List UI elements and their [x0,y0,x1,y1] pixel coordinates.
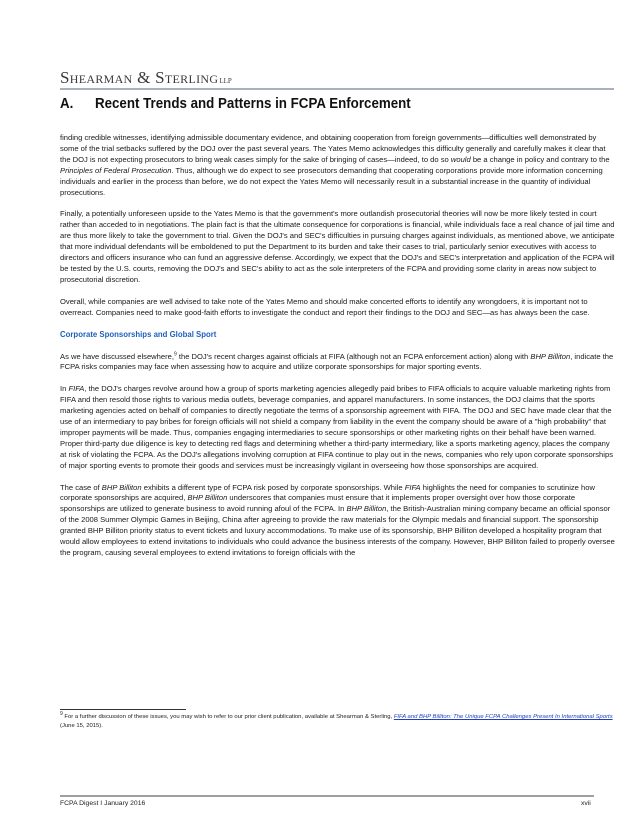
text-run: , the DOJ's charges revolve around how a group of sports marketing agencies allegedly paid bribes to FIFA officials to acquire valuable marketing rights from FIFA and then resold those rights to various media outlets, beverage companies, and apparel manufacturers. In some instances, the DOJ claims that the sports marketing agencies acted on behalf of companies to directly negotiate the terms of a sponsorship agreement with FIFA. The DOJ and SEC have made clear that the use of an intermediary to pay bribes for foreign officials will not shield a company from liability in the event the company should be aware of a "high probability" that improper payments will be made. Thus, companies engaging intermediaries to secure sponsorships or other marketing rights on their behalf have been warned. Proper third-party due diligence is key to detecting red flags and determining whether a third-party intermediary, like a sports marketing agency, places the company at risk of violating the FCPA. As the DOJ's allegations involving corruption at FIFA continue to play out in the news, companies who rely upon corporate sponsorships of major sporting events to promote their goods and services must be increasingly vigilant in overseeing how those sponsorships are acquired. [60,384,613,470]
paragraph [60,209,616,285]
italic-text: Principles of Federal Prosecution [60,165,172,175]
header-rule [60,88,614,90]
italic-text: BHP Billiton [346,504,387,514]
text-run: Finally, a potentially unforeseen upside to the Yates Memo is that the government's more outlandish prosecutorial theories will now be more likely tested in court rather than acceded to in negotiations. The plain fact is that the ultimate consequence for corporations is financial, while individuals face a real chance of jail time and are thus more likely to take the government to trial. Given the DOJ's and SEC's difficulties in pursuing charges against individuals, as mentioned above, we anticipate that more individual defendants will be emboldened to put the Department to its burden and take their cases to trial, particularly senior executives with access to directors and officers insurance who can fund an aggressive defense. Accordingly, we expect that the DOJ's and SEC's interpretation and application of the FCPA will be tested by the U.S. courts, removing the DOJ's and SEC's ability to act as the sole interpreters of the FCPA and providing some clarity in areas now subject to prosecutorial discretion. [60,209,615,284]
section-title [60,96,411,112]
italic-text: BHP Billiton [101,482,142,492]
text-run: , the British-Australian mining company became an official sponsor of the 2008 Summer Olympic Games in Beijing, China after agreeing to provide the raw materials for the Olympic medals and financial support. The sponsorship granted BHP Billiton priority status to event tickets and luxury accommodations. To make use of its sponsorship, BHP Billiton developed a hospitality program that would allow employees to extend invitations to individuals who could advance the business interests of the company. However, BHP Billiton failed to properly oversee the program, causing several employees to extend invitations to foreign officials with the [60,504,615,557]
italic-text: would [450,154,471,164]
paragraph [60,352,616,374]
footnote [60,713,616,730]
footnote-date: (June 15, 2015). [60,722,103,729]
paragraph [60,483,616,559]
footnote-reference[interactable]: 9 [173,350,177,357]
text-run: exhibits a different type of FCPA risk posed by corporate sponsorships. While [141,482,405,492]
italic-text: FIFA [404,482,421,492]
text-run: highlights the need for companies to scrutinize how corporate sponsorships are acquired, [60,482,595,503]
text-run: underscores that companies must ensure that it implements proper oversight over how those corporate sponsorships are utilized to generate business to avoid running afoul of the FCPA. In [60,493,576,514]
text-run: be a change in policy and contrary to the [470,154,610,164]
italic-text: BHP Billiton [187,493,228,503]
text-run: The case of [60,482,102,492]
text-run: As we have discussed elsewhere, [60,351,174,361]
firm-suffix: LLP [219,77,232,85]
text-run: the DOJ's recent charges against officials at FIFA (although not an FCPA enforcement action) along with [176,351,531,361]
footer-publication: FCPA Digest I January 2016 [60,800,146,807]
italic-text: FIFA [68,384,85,394]
firm-logo [60,68,232,88]
text-run: , indicate the FCPA risks companies may face when assessing how to acquire and utilize corporate sponsorships for major sporting events. [60,351,614,372]
text-run: finding credible witnesses, identifying admissible documentary evidence, and obtaining cooperation from foreign governments—difficulties well demonstrated by some of the trial setbacks suffered by the DOJ over the past several years. The Yates Memo acknowledges this difficulty generally and carefully makes it clear that the DOJ is not expecting prosecutors to bring weak cases simply for the sake of bringing of cases—indeed, to do so [60,133,606,164]
text-run: . Thus, although we do expect to see prosecutors demanding that cooperating corporations provide more information concerning individuals and earlier in the process than before, we do not expect the Yates Memo will necessarily result in a substantial increase in the quantity of individual prosecutions. [60,165,603,197]
italic-text: BHP Billiton [530,351,571,361]
firm-name: Shearman & Sterling [60,68,219,87]
text-run: In [60,384,69,394]
page-number: xvii [581,800,591,807]
body-text [60,133,616,570]
section-letter: A. [60,96,74,112]
paragraph [60,297,616,319]
subsection-heading: Corporate Sponsorships and Global Sport [60,329,217,339]
paragraph [60,384,616,471]
section-heading: Recent Trends and Patterns in FCPA Enforcement [94,96,411,112]
paragraph [60,133,616,198]
footer-rule [60,795,594,797]
footnote-rule [60,709,186,710]
footnote-link[interactable]: FIFA and BHP Billiton: The Unique FCPA Challenges Present In International Sports [393,714,613,720]
footnote-number: 9 [60,711,63,718]
footnote-text: For a further discussion of these issues, you may wish to refer to our prior client publication, available at Shearman & Sterling, [62,714,394,720]
text-run: Overall, while companies are well advised to take note of the Yates Memo and should make concerted efforts to identify any wrongdoers, it is important not to overreact. Companies need to make good-faith efforts to investigate the conduct and report their findings to the DOJ and SEC—as has always been the case. [60,296,590,317]
